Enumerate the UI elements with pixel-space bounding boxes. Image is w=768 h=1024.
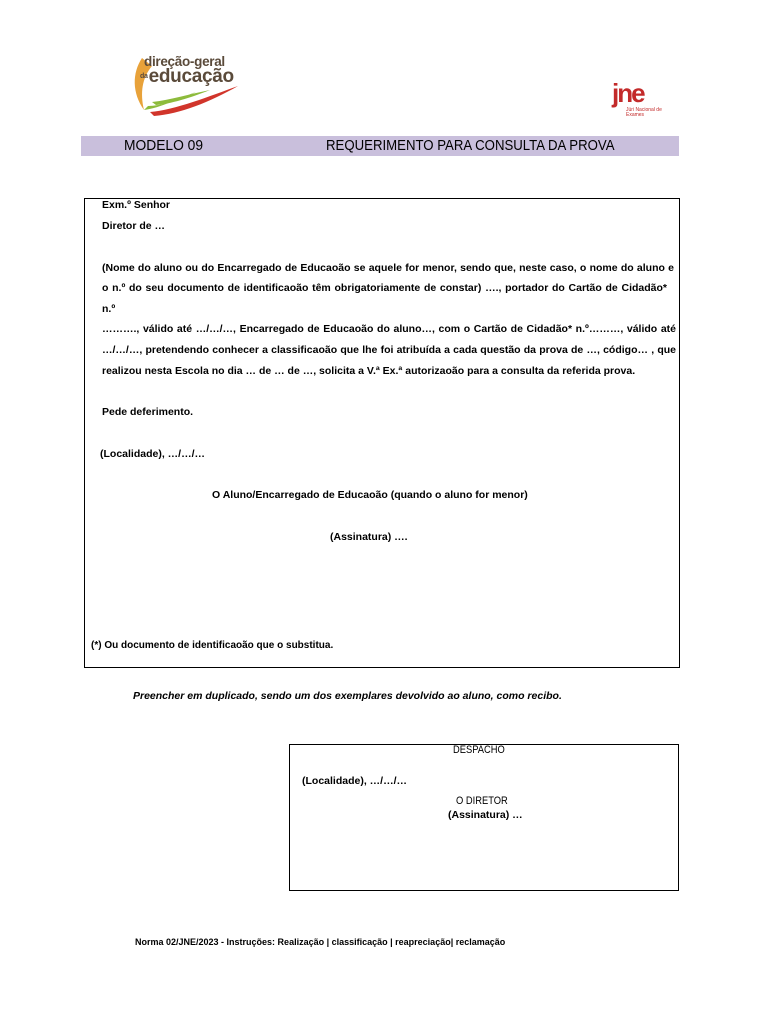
salutation: Exm.º Senhor: [102, 199, 171, 211]
jne-logo-sub: Júri Nacional de Exames: [626, 107, 662, 118]
signature-line: (Assinatura) ….: [330, 531, 408, 543]
dge-logo-line2: daeducação: [140, 66, 234, 87]
despacho-signature: (Assinatura) …: [448, 809, 523, 821]
footer-norm: Norma 02/JNE/2023 - Instruções: Realização | classificação | reapreciação| reclamação: [135, 937, 506, 947]
despacho-place-date: (Localidade), …/…/…: [302, 775, 408, 787]
request-line-3: n.º: [102, 303, 116, 315]
signer-label: O Aluno/Encarregado de Educaoão (quando o aluno for menor): [212, 489, 528, 501]
jne-logo-mark: jne: [612, 78, 644, 108]
request-line-5: …/…/…, pretendendo conhecer a classificaoão que lhe foi atribuída a cada questão da prova de …, código… , que: [102, 344, 676, 356]
footnote: (*) Ou documento de identificaoão que o substitua.: [91, 640, 334, 651]
fill-instructions: Preencher em duplicado, sendo um dos exemplares devolvido ao aluno, como recibo.: [133, 690, 562, 702]
request-line-1: (Nome do aluno ou do Encarregado de Educaoão se aquele for menor, sendo que, neste caso, o nome do aluno e: [102, 262, 674, 274]
addressee: Diretor de …: [102, 220, 166, 232]
request-line-4: ………., válido até …/…/…, Encarregado de Educaoão do aluno…, com o Cartão de Cidadão* n.º………, válido até: [102, 323, 676, 335]
despacho-title: DESPACHO: [453, 744, 505, 756]
despacho-role: O DIRETOR: [456, 795, 508, 807]
request-line-6: realizou nesta Escola no dia … de … de …, solicita a V.ª Ex.ª autorizaoão para a consulta da referida prova.: [102, 365, 636, 377]
document-title: REQUERIMENTO PARA CONSULTA DA PROVA: [326, 137, 615, 154]
dge-logo: [130, 48, 245, 120]
model-number: MODELO 09: [124, 137, 204, 154]
request-closing: Pede deferimento.: [102, 406, 194, 418]
dge-logo-line1: direção-geral: [144, 54, 225, 69]
place-date: (Localidade), …/…/…: [100, 448, 206, 460]
despacho-box: [289, 744, 679, 891]
jne-logo: [612, 80, 662, 120]
request-line-2: o n.º do seu documento de identificaoão têm obrigatoriamente de constar) …., portador do Cartão de Cidadão*: [102, 282, 667, 294]
request-form-box: [84, 198, 680, 668]
